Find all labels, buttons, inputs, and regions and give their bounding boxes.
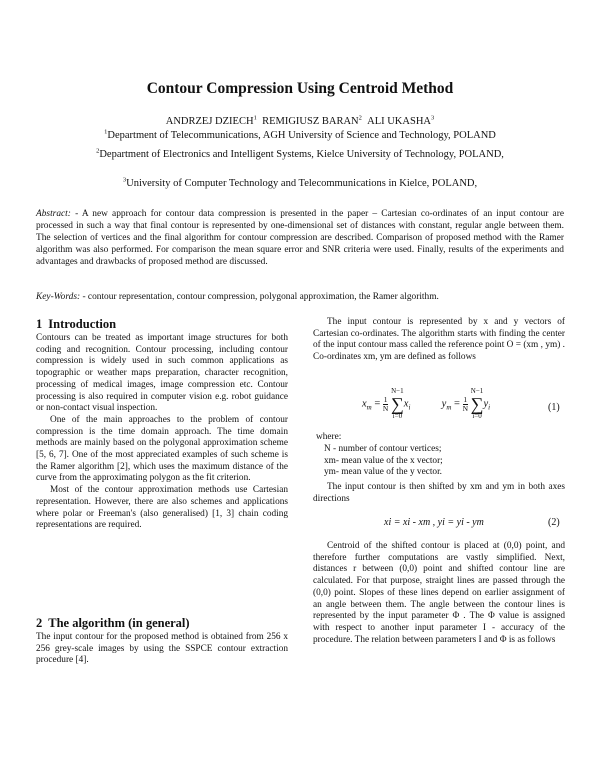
- affiliation-3: [0, 178, 600, 189]
- keywords-label: Key-Words:: [36, 292, 81, 302]
- paragraph: Most of the contour approximation methods use Cartesian representation. However, there are also schemes and applications where polar or Freeman's (also generalised) [1, 3] chain coding representations are required.: [36, 485, 288, 531]
- author-sup: 3: [430, 114, 435, 122]
- paragraph: One of the main approaches to the problem of contour compression is the time domain approach. The time domain methods are mainly based on the polygonal approximation scheme [5, 6, 7]. One of the most appreciated examples of such scheme is the Ramer algorithm [2], which uses the maximum distance of the curve from the approximating polygon as the fit criterion.: [36, 414, 288, 484]
- eq-equals: =: [374, 398, 381, 410]
- eq-den: N: [382, 403, 389, 413]
- eq-symbol: x: [403, 398, 409, 410]
- author-name: ANDRZEJ DZIECH: [165, 116, 254, 127]
- eq-fraction: [463, 396, 468, 413]
- where-item: xm- mean value of the x vector;: [324, 455, 443, 466]
- eq-num: 1: [383, 394, 388, 404]
- equation-2: xi = xi - xm , yi = yi - ym: [384, 517, 484, 528]
- eq-fraction: [383, 396, 388, 413]
- left-column-section2: [36, 616, 288, 667]
- affiliation-1: [0, 130, 600, 141]
- affil-text: University of Computer Technology and Telecommunications in Kielce, POLAND,: [126, 178, 478, 189]
- eq-sub: m: [366, 403, 372, 412]
- section-heading: [36, 616, 288, 631]
- eq-upper: N−1: [391, 387, 404, 395]
- affil-sup: 3: [122, 176, 127, 184]
- abstract-label: Abstract:: [36, 209, 71, 219]
- keywords: [36, 292, 564, 302]
- right-column-shift: [313, 482, 565, 505]
- section-title: The algorithm (in general): [48, 616, 190, 630]
- eq-sub: m: [446, 403, 452, 412]
- eq-sigma: ∑: [390, 394, 404, 414]
- keywords-text: - contour representation, contour compression, polygonal approximation, the Ramer algorithm.: [80, 292, 439, 302]
- eq-symbol: y: [483, 398, 489, 410]
- where-label: where:: [316, 432, 342, 442]
- eq-den: N: [462, 403, 468, 413]
- eq-equals: =: [454, 398, 460, 410]
- section-number: 2: [36, 616, 43, 630]
- section-heading: [36, 317, 288, 332]
- affil-text: Department of Electronics and Intelligent Systems, Kielce University of Technology, POLAND,: [99, 149, 504, 160]
- eq-upper: N−1: [470, 387, 484, 395]
- eq-sub: i: [408, 403, 411, 412]
- paper-title: Contour Compression Using Centroid Method: [146, 80, 454, 97]
- left-column: [36, 317, 288, 532]
- eq-lower: i=0: [472, 412, 482, 420]
- equation-number: (2): [548, 517, 560, 528]
- paragraph: Centroid of the shifted contour is placed at (0,0) point, and therefore further computations are vastly simplified. Next, distances r between (0,0) point and shifted contour line are calculated. For that purpose, straight lines are passed through the (0,0) point. Slopes of these lines depend on earlier assignment of an angle between them. The angle between the contour lines is represented by the input parameter Φ . The Φ value is assigned with respect to another input parameter I - accuracy of the procedure. The relation between parameters I and Φ is as follows: [313, 541, 565, 645]
- where-item: ym- mean value of the y vector.: [324, 467, 442, 478]
- affil-sup: 2: [96, 147, 100, 155]
- right-column-intro: [313, 317, 565, 364]
- author-sup: 2: [358, 114, 362, 122]
- abstract: [36, 208, 564, 268]
- author-sup: 1: [253, 114, 257, 122]
- section-title: Introduction: [48, 317, 117, 331]
- paragraph: The input contour for the proposed method is obtained from 256 x 256 grey-scale images by using the SSPCE contour extraction procedure [4].: [36, 632, 288, 666]
- eq-num: 1: [463, 394, 468, 404]
- paragraph: The input contour is then shifted by xm and ym in both axes directions: [313, 482, 565, 504]
- eq-symbol: x: [362, 398, 367, 410]
- author-name: ALI UKASHA: [367, 116, 431, 127]
- author-name: REMIGIUSZ BARAN: [262, 116, 359, 127]
- section-number: 1: [36, 317, 43, 331]
- eq-sum: [391, 387, 404, 421]
- eq-sub: i: [488, 403, 491, 412]
- paragraph: The input contour is represented by x and y vectors of Cartesian co-ordinates. The algorithm starts with finding the center of the input contour mass called the reference point O = (xm , ym) . Co-ordinates xm, ym are defined as follows: [313, 317, 565, 363]
- affiliation-2: [0, 149, 600, 160]
- author-line: [0, 116, 600, 127]
- abstract-text: - A new approach for contour data compression is presented in the paper – Cartesian co-ordinates of an input contour are processed in such a way that final contour is represented by one-dimensional set of distances with constant, regular angle between them. The selection of vertices and the final algorithm for contour compression are described. Comparison of proposed method with the Ramer algorithm was also performed. For comparison the mean square error and SNR criteria were used. Finally, results of the experiments and advantages and drawbacks of proposed method are discussed.: [36, 209, 564, 267]
- affil-sup: 1: [104, 128, 108, 136]
- equation-number: (1): [548, 402, 560, 413]
- eq-sigma: ∑: [470, 394, 484, 414]
- eq-sum: [471, 387, 484, 421]
- affil-text: Department of Telecommunications, AGH University of Science and Technology, POLAND: [107, 130, 496, 141]
- paragraph: Contours can be treated as important image structures for both coding and recognition. Contour processing, including contour compression is widely used in such common applications as topographic or weather maps preparation, character recognition, processing of medical images, image compression etc. Contour processing is also required in computer vision e.g. robot guidance or non-contact visual inspection.: [36, 333, 288, 414]
- eq-symbol: y: [441, 398, 447, 410]
- equation-1: [362, 387, 490, 421]
- where-list: [324, 444, 564, 479]
- right-column-body: [313, 541, 565, 646]
- where-item: N - number of contour vertices;: [324, 444, 442, 454]
- eq-lower: i=0: [392, 412, 403, 420]
